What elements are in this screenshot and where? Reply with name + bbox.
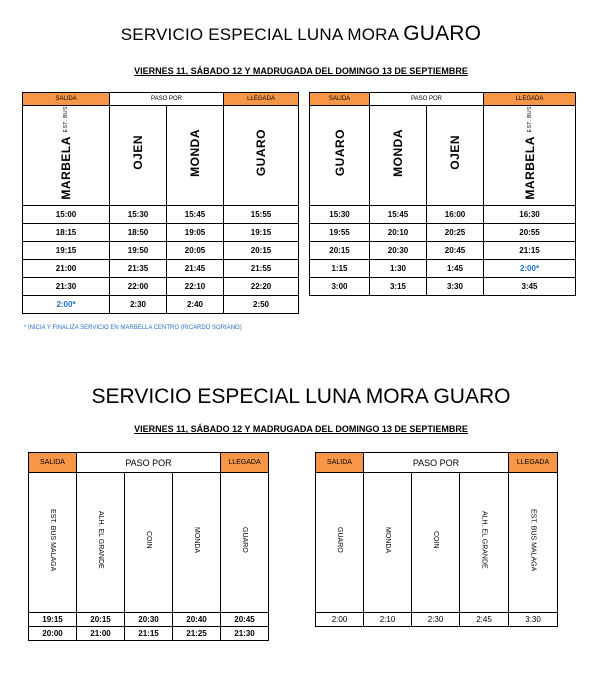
time-cell: 21:15 — [484, 241, 576, 259]
stop-header: MARBELA EST. BUS — [484, 106, 576, 206]
header-paso-por: PASO POR — [77, 453, 221, 473]
time-cell: 20:15 — [224, 241, 299, 259]
stop-header: ALH. EL GRANDE — [77, 473, 125, 613]
time-cell: 21:45 — [167, 259, 224, 277]
schedule-table-outbound-1 — [22, 92, 299, 314]
stop-header: GUARO — [310, 106, 370, 206]
stop-header: ALH. EL GRANDE — [460, 473, 509, 613]
time-cell: 18:15 — [23, 223, 110, 241]
time-cell: 15:30 — [110, 205, 167, 223]
stop-header: EST. BUS MALAGA — [29, 473, 77, 613]
time-cell: 1:30 — [370, 259, 427, 277]
header-salida: SALIDA — [23, 93, 110, 106]
time-cell: 2:30 — [412, 613, 460, 627]
time-cell: 20:00 — [29, 627, 77, 641]
time-cell: 21:15 — [125, 627, 173, 641]
time-cell: 3:30 — [427, 277, 484, 295]
time-cell: 21:30 — [221, 627, 269, 641]
time-cell: 1:15 — [310, 259, 370, 277]
page-title-1 — [0, 22, 602, 46]
stop-header: MONDA — [167, 106, 224, 206]
header-paso-por: PASO POR — [370, 93, 484, 106]
time-cell: 19:50 — [110, 241, 167, 259]
header-salida: SALIDA — [29, 453, 77, 473]
time-cell: 2:40 — [167, 295, 224, 313]
time-cell: 15:30 — [310, 205, 370, 223]
time-cell: 2:50 — [224, 295, 299, 313]
stop-header: OJEN — [110, 106, 167, 206]
time-cell: 2:00* — [23, 295, 110, 313]
time-cell: 21:55 — [224, 259, 299, 277]
stop-header: COIN — [412, 473, 460, 613]
time-cell: 15:00 — [23, 205, 110, 223]
time-cell: 20:25 — [427, 223, 484, 241]
stop-header: MONDA — [370, 106, 427, 206]
header-llegada: LLEGADA — [221, 453, 269, 473]
stop-header: OJEN — [427, 106, 484, 206]
title-big-1: GUARO — [403, 22, 482, 45]
header-llegada: LLEGADA — [484, 93, 576, 106]
time-cell: 2:45 — [460, 613, 509, 627]
time-cell: 2:00* — [484, 259, 576, 277]
schedule-table-return-2 — [315, 452, 558, 627]
time-cell: 21:25 — [173, 627, 221, 641]
stop-header: MONDA — [364, 473, 412, 613]
time-cell: 3:45 — [484, 277, 576, 295]
time-cell: 2:10 — [364, 613, 412, 627]
footnote: * INICIA Y FINALIZA SERVICIO EN MARBELLA CENTRO (RICARDO SORIANO) — [24, 325, 242, 331]
time-cell: 16:30 — [484, 205, 576, 223]
time-cell: 21:35 — [110, 259, 167, 277]
time-cell: 3:30 — [509, 613, 558, 627]
time-cell: 3:00 — [310, 277, 370, 295]
time-cell: 21:00 — [77, 627, 125, 641]
header-salida: SALIDA — [316, 453, 364, 473]
schedule-table-outbound-2 — [28, 452, 269, 641]
time-cell: 20:10 — [370, 223, 427, 241]
subtitle-2: VIERNES 11, SÁBADO 12 Y MADRUGADA DEL DOMINGO 13 DE SEPTIEMBRE — [134, 424, 468, 434]
stop-header: GUARO — [221, 473, 269, 613]
time-cell: 20:30 — [370, 241, 427, 259]
subtitle-1: VIERNES 11, SÁBADO 12 Y MADRUGADA DEL DOMINGO 13 DE SEPTIEMBRE — [134, 66, 468, 76]
time-cell: 20:45 — [427, 241, 484, 259]
time-cell: 20:15 — [77, 613, 125, 627]
time-cell: 3:15 — [370, 277, 427, 295]
time-cell: 1:45 — [427, 259, 484, 277]
time-cell: 20:40 — [173, 613, 221, 627]
time-cell: 15:45 — [167, 205, 224, 223]
header-llegada: LLEGADA — [224, 93, 299, 106]
time-cell: 16:00 — [427, 205, 484, 223]
page-title-2: SERVICIO ESPECIAL LUNA MORA GUARO — [91, 385, 511, 408]
header-llegada: LLEGADA — [509, 453, 558, 473]
time-cell: 22:10 — [167, 277, 224, 295]
time-cell: 21:00 — [23, 259, 110, 277]
time-cell: 20:05 — [167, 241, 224, 259]
stop-header: GUARO — [316, 473, 364, 613]
time-cell: 18:50 — [110, 223, 167, 241]
time-cell: 19:55 — [310, 223, 370, 241]
time-cell: 22:20 — [224, 277, 299, 295]
time-cell: 19:05 — [167, 223, 224, 241]
time-cell: 20:30 — [125, 613, 173, 627]
time-cell: 19:15 — [224, 223, 299, 241]
stop-header: MARBELA EST. BUS — [23, 106, 110, 206]
stop-header: MONDA — [173, 473, 221, 613]
time-cell: 20:15 — [310, 241, 370, 259]
time-cell: 2:30 — [110, 295, 167, 313]
time-cell: 22:00 — [110, 277, 167, 295]
time-cell: 19:15 — [29, 613, 77, 627]
header-paso-por: PASO POR — [364, 453, 509, 473]
stop-header: COIN — [125, 473, 173, 613]
time-cell: 20:45 — [221, 613, 269, 627]
schedule-table-return-1 — [309, 92, 576, 296]
time-cell: 20:55 — [484, 223, 576, 241]
header-paso-por: PASO POR — [110, 93, 224, 106]
title-main-1: SERVICIO ESPECIAL LUNA MORA — [120, 25, 399, 44]
time-cell: 19:15 — [23, 241, 110, 259]
time-cell: 15:45 — [370, 205, 427, 223]
time-cell: 2:00 — [316, 613, 364, 627]
stop-header: EST. BUS MALAGA — [509, 473, 558, 613]
time-cell: 15:55 — [224, 205, 299, 223]
time-cell: 21:30 — [23, 277, 110, 295]
header-salida: SALIDA — [310, 93, 370, 106]
stop-header: GUARO — [224, 106, 299, 206]
